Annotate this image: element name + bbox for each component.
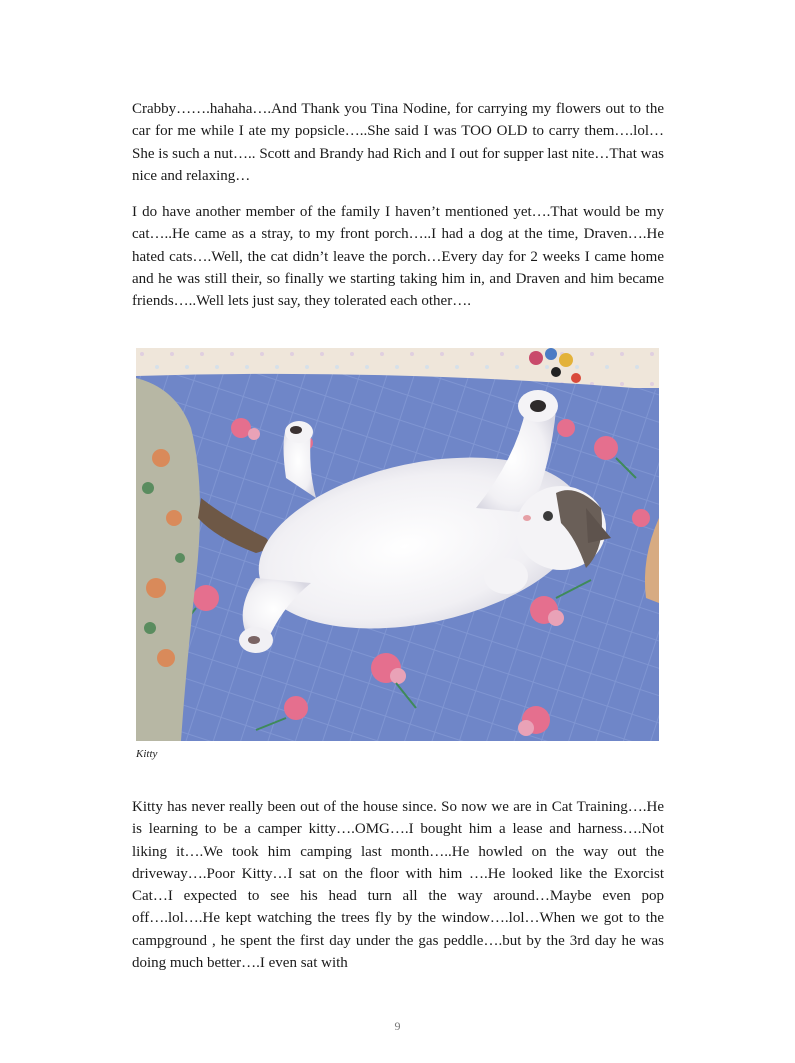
photo-caption: Kitty [136,748,158,760]
paragraph-intro: Crabby…….hahaha….And Thank you Tina Nodine, for carrying my flowers out to the car for me while I ate my popsicle…..She said I was TOO OLD to carry them….lol…She is such a nut….. Scott and Brandy had Rich and I out for supper last nite…That was nice and relaxing… [132,101,664,184]
cat-photo [136,348,659,741]
page-number: 9 [394,1019,401,1033]
paragraph-cat-story: I do have another member of the family I haven’t mentioned yet….That would be my cat…..He came as a stray, to my front porch…..I had a dog at the time, Draven….He hated cats….Well, the cat didn’t leave the porch…Every day for 2 weeks I came home and he was still their, so finally we starting taking him in, and Draven and him became friends…..Well lets just say, they tolerated each other…. [132,204,664,310]
paragraph-camping: Kitty has never really been out of the house since. So now we are in Cat Training….He is learning to be a camper kitty….OMG….I bought him a lease and harness….Not liking it….We took him camping last month…..He howled on the way out the driveway….Poor Kitty…I sat on the floor with him ….He looked like the Exorcist Cat…I expected to see his head turn all the way around…Maybe even pop off….lol….He kept watching the trees fly by the window….lol…When we got to the campground , he spent the first day under the gas peddle….but by the 3rd day he was doing much better….I even sat with [132,799,664,972]
